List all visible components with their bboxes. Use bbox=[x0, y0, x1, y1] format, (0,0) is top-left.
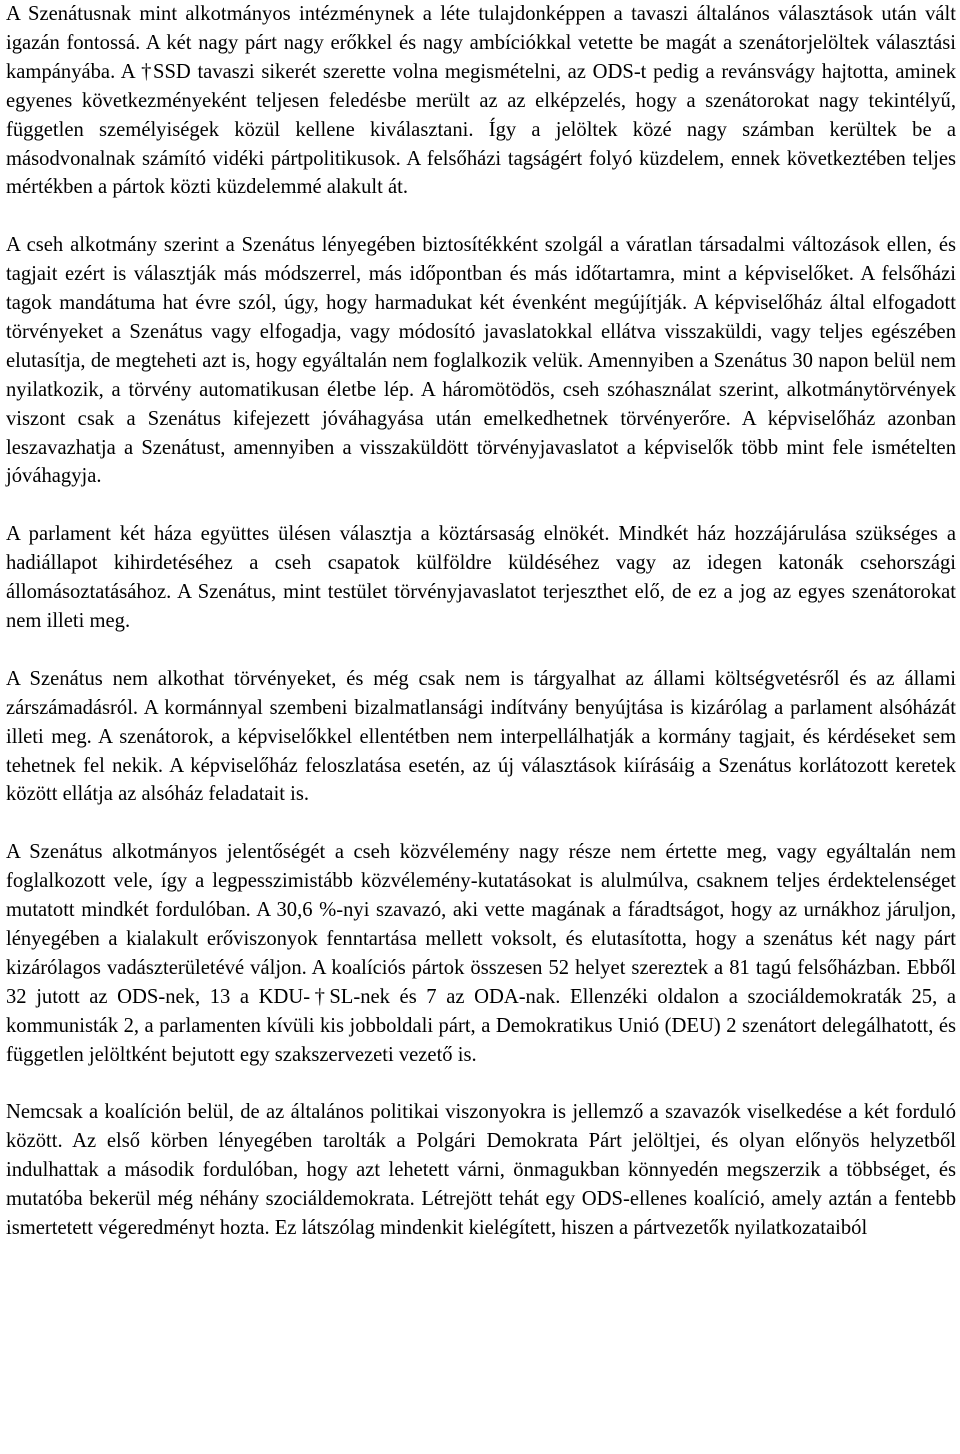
paragraph-czech-constitution: A cseh alkotmány szerint a Szenátus lényegében biztosítékként szolgál a váratlan társadalmi változások ellen, és tagjait ezért is választják más módszerrel, más időpontban és más időtartamra, mint a képviselőket. A felsőházi tagok mandátuma hat évre szól, úgy, hogy harmadukat két évenként megújítják. A képviselőház által elfogadott törvényeket a Szenátus vagy elfogadja, vagy módosító javaslatokkal ellátva visszaküldi, vagy teljes egészében elutasítja, de megteheti azt is, hogy egyáltalán nem foglalkozik velük. Amennyiben a Szenátus 30 napon belül nem nyilatkozik, a törvény automatikusan életbe lép. A háromötödös, cseh szóhasználat szerint, alkotmánytörvények viszont csak a Szenátus kifejezett jóváhagyása után emelkedhetnek törvényerőre. A képviselőház azonban leszavazhatja a Szenátust, amennyiben a visszaküldött törvényjavaslatot a képviselők több mint fele ismételten jóváhagyja. bbox=[6, 234, 956, 488]
paragraph-joint-session: A parlament két háza együttes ülésen választja a köztársaság elnökét. Mindkét ház hozzájárulása szükséges a hadiállapot kihirdetéséhez a cseh csapatok külföldre küldéséhez vagy az idegen katonák csehországi állomásoztatásához. A Szenátus, mint testület törvényjavaslatot terjeszthet elő, de ez a jog az egyes szenátorokat nem illeti meg. bbox=[6, 523, 956, 632]
paragraph-election-results: A Szenátus alkotmányos jelentőségét a cseh közvélemény nagy része nem értette meg, vagy egyáltalán nem foglalkozott vele, így a legpesszimistább közvélemény-kutatásokat is alulmúlva, csaknem teljes érdektelenséget mutatott mindkét fordulóban. A 30,6 %-nyi szavazó, aki vette magának a fáradtságot, hogy az urnákhoz járuljon, lényegében a kialakult erőviszonyok fenntartása mellett voksolt, és elutasította, hogy a szenátus két nagy párt kizárólagos vadászterületévé váljon. A koalíciós pártok összesen 52 helyet szereztek a 81 tagú felsőházban. Ebből 32 jutott az ODS-nek, 13 a KDU-†SL-nek és 7 az ODA-nak. Ellenzéki oldalon a szociáldemokraták 25, a kommunisták 2, a parlamenten kívüli kis jobboldali párt, a Demokratikus Unió (DEU) 2 szenátort delegálhatott, és független jelöltként bejutott egy szakszervezeti vezető is. bbox=[6, 841, 956, 1066]
paragraph-senate-importance: A Szenátusnak mint alkotmányos intézménynek a léte tulajdonképpen a tavaszi általános választások után vált igazán fontossá. A két nagy párt nagy erőkkel és nagy ambíciókkal vetette be magát a szenátorjelöltek választási kampányába. A †SSD tavaszi sikerét szerette volna megismételni, az ODS-t pedig a revánsvágy hajtotta, aminek egyenes következményeként teljesen feledésbe merült az az elképzelés, hogy a szenátorokat nagy tekintélyű, független személyiségek közül kellene kiválasztani. Így a jelöltek közé nagy számban kerültek be a másodvonalnak számító vidéki pártpolitikusok. A felsőházi tagságért folyó küzdelem, ennek következtében teljes mértékben a pártok közti küzdelemmé alakult át. bbox=[6, 3, 956, 199]
document-page bbox=[6, 0, 956, 1272]
paragraph-senate-limits: A Szenátus nem alkothat törvényeket, és még csak nem is tárgyalhat az állami költségvetésről és az állami zárszámadásról. A kormánnyal szembeni bizalmatlansági indítvány benyújtása is kizárólag a parlament alsóházát illeti meg. A szenátorok, a képviselőkkel ellentétben nem interpellálhatják a kormány tagjait, és kérdéseket sem tehetnek fel nekik. A képviselőház feloszlatása esetén, az új választások kiírásáig a Szenátus korlátozott keretek között ellátja az alsóház feladatait is. bbox=[6, 667, 956, 806]
paragraph-voter-behaviour: Nemcsak a koalíción belül, de az általános politikai viszonyokra is jellemző a szavazók viselkedése a két forduló között. Az első körben lényegében tarolták a Polgári Demokrata Párt jelöltjei, és olyan előnyös helyzetből indulhattak a második fordulóban, hogy azt lehetett várni, önmagukban könnyedén megszerzik a többséget, és mutatóba bekerül még néhány szociáldemokrata. Létrejött tehát egy ODS-ellenes koalíció, amely aztán a fentebb ismertetett végeredményt hozta. Ez látszólag mindenkit kielégített, hiszen a pártvezetők nyilatkozataiból bbox=[6, 1101, 956, 1239]
